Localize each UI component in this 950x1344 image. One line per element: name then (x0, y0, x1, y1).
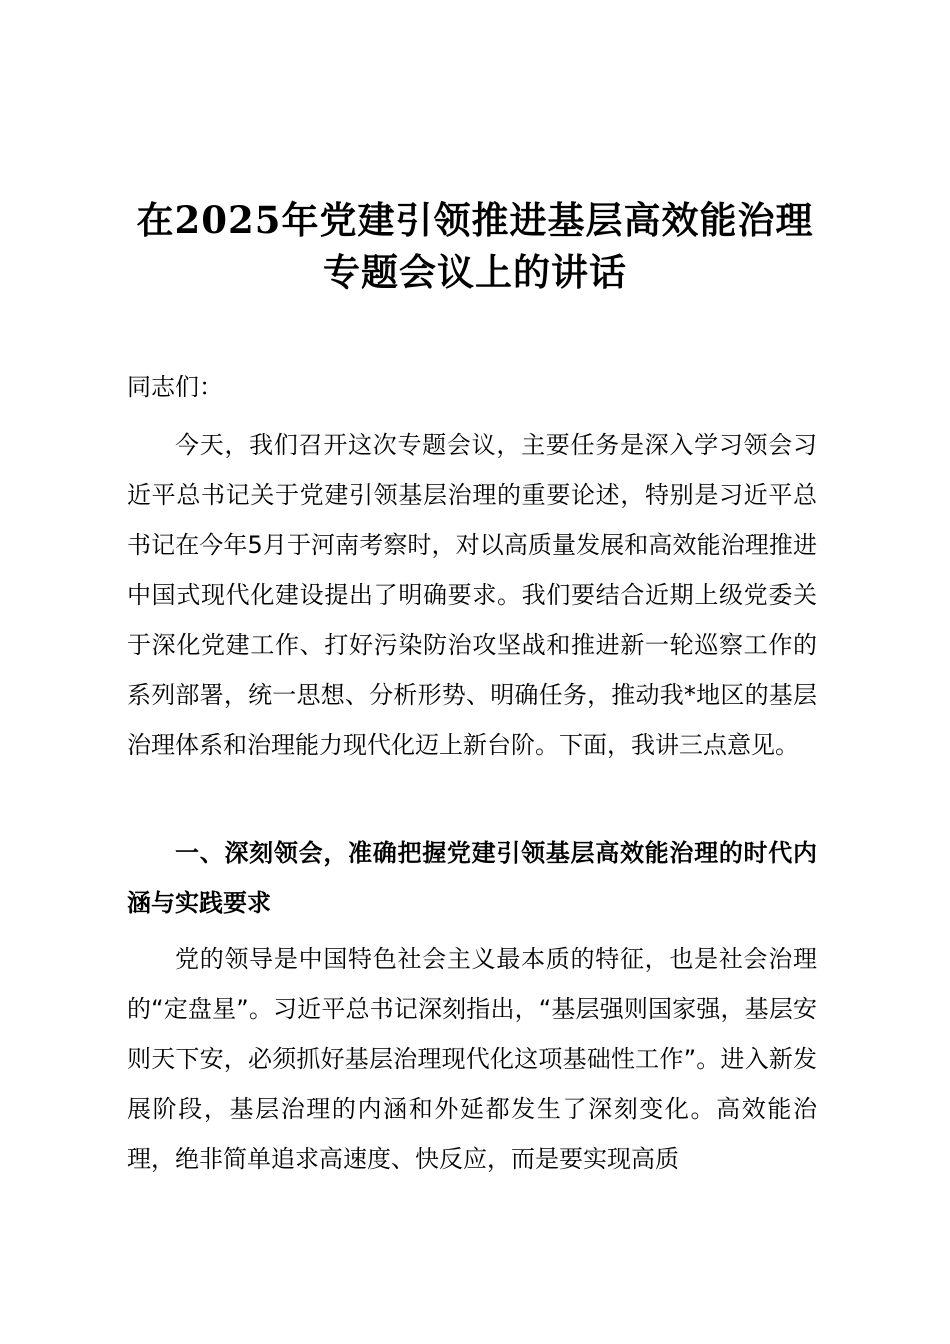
greeting: 同志们： (127, 373, 223, 401)
body-paragraph-2: 党的领导是中国特色社会主义最本质的特征，也是社会治理的“定盘星”。习近平总书记深刻指出，“基层强则国家强，基层安则天下安，必须抓好基层治理现代化这项基础性工作”。进入新发展阶段，基层治理的内涵和外延都发生了深刻变化。高效能治理，绝非简单追求高速度、快反应，而是要实现高质 (127, 945, 817, 1173)
body-paragraph-2-block (127, 934, 817, 1184)
body-paragraph-1: 今天，我们召开这次专题会议，主要任务是深入学习领会习近平总书记关于党建引领基层治理的重要论述，特别是习近平总书记在今年5月于河南考察时，对以高质量发展和高效能治理推进中国式现代化建设提出了明确要求。我们要结合近期上级党委关于深化党建工作、打好污染防治攻坚战和推进新一轮巡察工作的系列部署，统一思想、分析形势、明确任务，推动我*地区的基层治理体系和治理能力现代化迈上新台阶。下面，我讲三点意见。 (127, 431, 817, 759)
section-heading-1-block (127, 828, 817, 928)
body-paragraph-1-block (127, 420, 817, 770)
section-heading-1: 一、深刻领会，准确把握党建引领基层高效能治理的时代内涵与实践要求 (127, 839, 817, 917)
document-title-line-1: 在2025年党建引领推进基层高效能治理 (136, 198, 814, 242)
document-title-line-2: 专题会议上的讲话 (323, 250, 627, 294)
